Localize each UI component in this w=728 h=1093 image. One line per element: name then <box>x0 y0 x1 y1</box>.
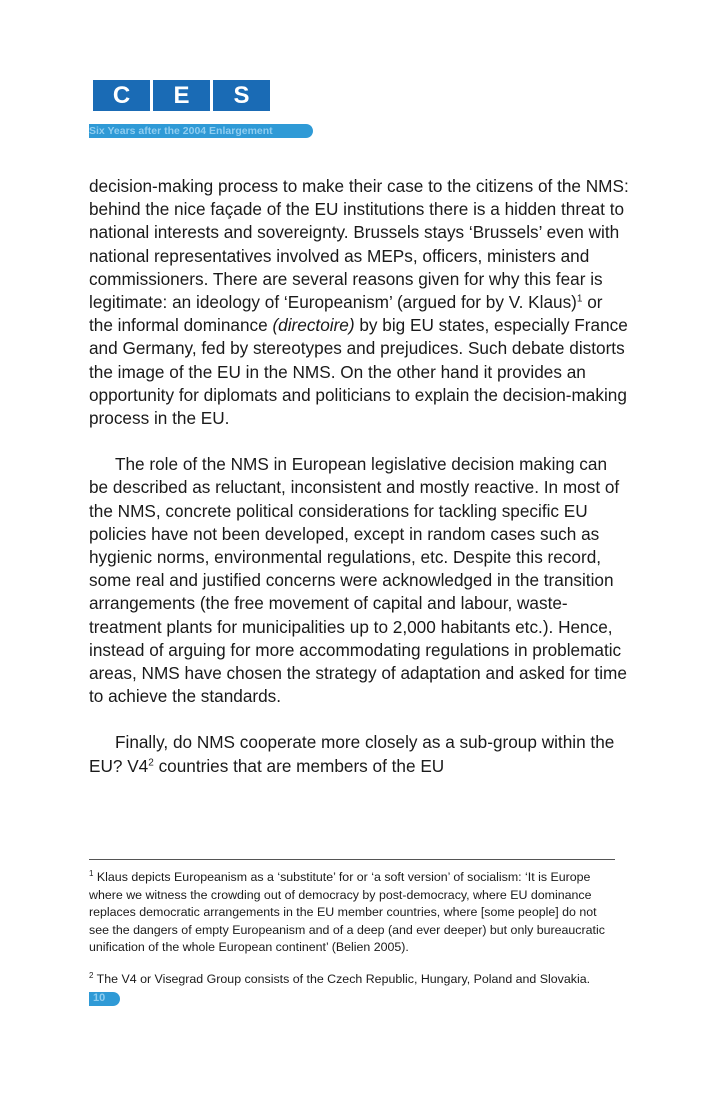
paragraph-1 <box>89 175 629 430</box>
footnote-2-text: The V4 or Visegrad Group consists of the Czech Republic, Hungary, Poland and Slovakia. <box>93 971 591 986</box>
p3-end: countries that are members of the EU <box>153 755 445 776</box>
paragraph-3 <box>89 731 629 777</box>
footnote-2 <box>89 971 619 989</box>
footnote-1-text: Klaus depicts Europeanism as a ‘substitute’ for or ‘a soft version’ of socialism: ‘It is Europe where we witness the crowding out of democracy by post-democracy, where EU dominance replaces democratic arrangements in the EU member countries, where [some people] do not see the dangers of empty Europeanism and of a deep (and ever deeper) but only bureaucratic unification of the whole European continent’ (Belien 2005). <box>89 870 605 954</box>
footnote-ref-1: 1 <box>576 293 583 305</box>
footnote-ref-2: 2 <box>148 756 154 768</box>
p1-text: decision-making process to make their case to the citizens of the NMS: behind the nice façade of the EU institutions there is a hidden threat to national interests and sovereignty. Brussels stays ‘Brussels’ even with national representatives involved as MEPs, officers, ministers and commissioners. There are several reasons given for why this fear is legitimate: an ideology of ‘Europeanism’ (argued for by V. Klaus) <box>89 176 629 313</box>
page-number: 10 <box>93 992 106 1004</box>
footnote-2-number: 2 <box>89 970 94 980</box>
footnotes <box>89 869 619 1002</box>
p1-mid: or the informal dominance <box>89 292 603 336</box>
logo-letter-c: C <box>93 80 150 111</box>
footnote-divider <box>89 859 615 860</box>
p1-end: by big EU states, especially France and Germany, fed by stereotypes and prejudices. Such debate distorts the image of the EU in the NMS. On the other hand it provides an opportunity for diplomats and politicians to explain the decision-making process in the EU. <box>89 315 628 429</box>
main-text <box>89 175 629 801</box>
paragraph-2: The role of the NMS in European legislative decision making can be described as reluctant, inconsistent and mostly reactive. In most of the NMS, concrete political considerations for tackling specific EU policies have not been developed, except in random cases such as hygienic norms, environmental regulations, etc. Despite this record, some real and justified concerns were acknowledged in the transition arrangements (the free movement of capital and labour, waste-treatment plants for municipalities up to 2,000 habitants etc.). Hence, instead of arguing for more accommodating regulations in problematic areas, NMS have chosen the strategy of adaptation and asked for time to achieve the standards. <box>89 454 627 707</box>
ces-logo <box>93 80 270 111</box>
logo-letter-s: S <box>213 80 270 111</box>
logo-letter-e: E <box>153 80 210 111</box>
footnote-1-number: 1 <box>89 868 94 878</box>
footnote-1 <box>89 869 619 957</box>
p1-italic: (directoire) <box>272 315 355 336</box>
running-header: Six Years after the 2004 Enlargement <box>89 125 273 137</box>
p3-start: Finally, do NMS cooperate more closely as a sub-group within the EU? V4 <box>89 732 615 776</box>
